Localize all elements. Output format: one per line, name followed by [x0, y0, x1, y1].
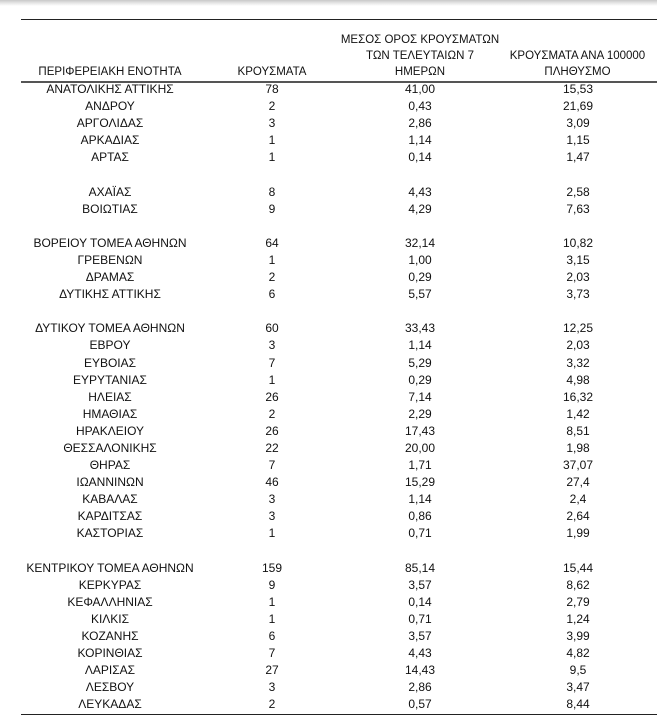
cell-cases: 2: [268, 270, 276, 285]
table-row: [0, 594, 657, 611]
cell-per100k: 2,4: [569, 492, 587, 507]
cell-avg7: 0,71: [408, 526, 432, 541]
cell-avg7: 20,00: [404, 440, 436, 455]
cell-avg7: 33,43: [404, 321, 436, 336]
header-per100k-line2: ΠΛΗΘΥΣΜΟ: [544, 66, 611, 78]
cell-region: ΚΟΡΙΝΘΙΑΣ: [77, 646, 143, 661]
cell-avg7: 32,14: [404, 235, 436, 250]
cell-cases: 159: [261, 560, 283, 575]
cell-avg7: 0,29: [408, 372, 432, 387]
cell-cases: 22: [265, 440, 279, 455]
cell-cases: 6: [268, 287, 276, 302]
cell-per100k: 2,79: [566, 594, 590, 609]
cell-region: ΚΕΡΚΥΡΑΣ: [78, 577, 142, 592]
cell-cases: 8: [268, 184, 276, 199]
cell-cases: 9: [268, 201, 276, 216]
header-avg7-line3: ΗΜΕΡΩΝ: [394, 66, 446, 78]
cell-avg7: 4,43: [408, 184, 432, 199]
cell-avg7: 5,57: [408, 287, 432, 302]
cell-per100k: 3,32: [566, 355, 590, 370]
table-top-rule: [21, 19, 657, 20]
table-row: [0, 662, 657, 679]
cell-region: ΘΗΡΑΣ: [89, 458, 131, 473]
cell-region: ΑΡΤΑΣ: [91, 150, 129, 165]
table-row: [0, 440, 657, 457]
cell-per100k: 8,62: [566, 577, 590, 592]
cell-per100k: 3,47: [566, 680, 590, 695]
table-row: [0, 389, 657, 406]
cell-per100k: 37,07: [562, 458, 594, 473]
cell-cases: 1: [268, 594, 276, 609]
header-region: [20, 64, 200, 80]
cell-cases: 2: [268, 99, 276, 114]
cell-region: ΗΜΑΘΙΑΣ: [82, 406, 138, 421]
cell-cases: 26: [265, 389, 279, 404]
cell-cases: 1: [268, 150, 276, 165]
table-row: [0, 457, 657, 474]
cell-avg7: 0,29: [408, 270, 432, 285]
cell-cases: 7: [268, 355, 276, 370]
cell-per100k: 15,44: [562, 560, 594, 575]
cell-per100k: 27,4: [566, 475, 590, 490]
table-row: [0, 98, 657, 115]
cell-region: ΚΙΛΚΙΣ: [90, 611, 130, 626]
header-region-label: ΠΕΡΙΦΕΡΕΙΑΚΗ ΕΝΟΤΗΤΑ: [38, 66, 182, 78]
cell-region: ΑΝΔΡΟΥ: [85, 99, 135, 114]
cell-per100k: 16,32: [562, 389, 594, 404]
cell-region: ΚΕΦΑΛΛΗΝΙΑΣ: [67, 594, 153, 609]
cell-cases: 9: [268, 577, 276, 592]
cell-per100k: 1,42: [566, 406, 590, 421]
table-bottom-rule: [21, 714, 657, 715]
cell-avg7: 5,29: [408, 355, 432, 370]
cell-region: ΚΑΒΑΛΑΣ: [82, 492, 138, 507]
cell-avg7: 0,43: [408, 99, 432, 114]
cell-region: ΗΛΕΙΑΣ: [88, 389, 132, 404]
cell-cases: 26: [265, 423, 279, 438]
header-avg7: [330, 32, 510, 80]
cell-per100k: 8,51: [566, 423, 590, 438]
cell-cases: 1: [268, 526, 276, 541]
cell-avg7: 4,29: [408, 201, 432, 216]
cell-avg7: 4,43: [408, 646, 432, 661]
cell-per100k: 10,82: [562, 235, 594, 250]
header-avg7-line1: ΜΕΣΟΣ ΟΡΟΣ ΚΡΟΥΣΜΑΤΩΝ: [340, 34, 500, 46]
cell-region: ΘΕΣΣΑΛΟΝΙΚΗΣ: [63, 440, 157, 455]
cell-region: ΚΑΣΤΟΡΙΑΣ: [76, 526, 144, 541]
cell-per100k: 1,15: [566, 133, 590, 148]
cell-avg7: 0,14: [408, 150, 432, 165]
table-row: [0, 577, 657, 594]
cell-avg7: 1,14: [408, 133, 432, 148]
header-per100k: [495, 48, 657, 80]
table-row: [0, 491, 657, 508]
cell-cases: 27: [265, 663, 279, 678]
cell-region: ΑΝΑΤΟΛΙΚΗΣ ΑΤΤΙΚΗΣ: [46, 82, 174, 96]
table-row: [0, 269, 657, 286]
cell-region: ΓΡΕΒΕΝΩΝ: [77, 252, 143, 267]
cell-per100k: 1,47: [566, 150, 590, 165]
table-row: [0, 406, 657, 423]
cell-region: ΗΡΑΚΛΕΙΟΥ: [75, 423, 145, 438]
cell-region: ΒΟΡΕΙΟΥ ΤΟΜΕΑ ΑΘΗΝΩΝ: [33, 235, 187, 250]
table-row: [0, 611, 657, 628]
cell-cases: 1: [268, 252, 276, 267]
cell-avg7: 2,86: [408, 116, 432, 131]
cell-region: ΛΕΣΒΟΥ: [85, 680, 135, 695]
table-row: [0, 184, 657, 201]
table-row: [0, 474, 657, 491]
cell-region: ΛΕΥΚΑΔΑΣ: [78, 697, 142, 712]
cell-region: ΛΑΡΙΣΑΣ: [84, 663, 136, 678]
cell-region: ΔΥΤΙΚΗΣ ΑΤΤΙΚΗΣ: [59, 287, 161, 302]
header-cases: [222, 64, 322, 80]
cell-region: ΑΧΑΪΑΣ: [88, 184, 132, 199]
header-per100k-line1: ΚΡΟΥΣΜΑΤΑ ΑΝΑ 100000: [509, 50, 646, 62]
cell-avg7: 1,71: [408, 458, 432, 473]
cell-avg7: 17,43: [404, 423, 436, 438]
cell-cases: 78: [265, 82, 279, 96]
cell-cases: 6: [268, 629, 276, 643]
group-spacer: [0, 218, 657, 235]
header-avg7-line2: ΤΩΝ ΤΕΛΕΥΤΑΙΩΝ 7: [366, 50, 474, 62]
cell-avg7: 41,00: [404, 82, 436, 96]
cell-region: ΕΥΒΟΙΑΣ: [83, 355, 137, 370]
cell-avg7: 1,14: [408, 338, 432, 353]
cell-per100k: 4,82: [566, 646, 590, 661]
cell-region: ΚΕΝΤΡΙΚΟΥ ΤΟΜΕΑ ΑΘΗΝΩΝ: [26, 560, 194, 575]
cell-avg7: 2,86: [408, 680, 432, 695]
cell-per100k: 1,99: [566, 526, 590, 541]
cell-region: ΒΟΙΩΤΙΑΣ: [82, 201, 138, 216]
table-row: [0, 235, 657, 252]
table-row: [0, 149, 657, 166]
cell-avg7: 0,86: [408, 509, 432, 524]
cell-cases: 3: [268, 492, 276, 507]
cell-per100k: 8,44: [566, 697, 590, 712]
cell-avg7: 1,14: [408, 492, 432, 507]
cell-per100k: 1,24: [566, 611, 590, 626]
table-row: [0, 201, 657, 218]
cell-avg7: 1,00: [408, 252, 432, 267]
cell-region: ΕΥΡΥΤΑΝΙΑΣ: [73, 372, 147, 387]
table-row: [0, 679, 657, 696]
cell-avg7: 0,57: [408, 697, 432, 712]
cell-per100k: 12,25: [562, 321, 594, 336]
cell-cases: 64: [265, 235, 279, 250]
table-body: [0, 81, 657, 713]
cell-cases: 7: [268, 646, 276, 661]
table-row: [0, 320, 657, 337]
cell-per100k: 3,73: [566, 287, 590, 302]
cell-per100k: 21,69: [562, 99, 594, 114]
cell-per100k: 2,03: [566, 270, 590, 285]
table-row: [0, 337, 657, 354]
cell-cases: 7: [268, 458, 276, 473]
cell-cases: 2: [268, 406, 276, 421]
cell-region: ΕΒΡΟΥ: [89, 338, 131, 353]
group-spacer: [0, 303, 657, 320]
cell-avg7: 0,14: [408, 594, 432, 609]
group-spacer: [0, 543, 657, 560]
cell-region: ΙΩΑΝΝΙΝΩΝ: [76, 475, 144, 490]
table-row: [0, 560, 657, 577]
cell-per100k: 3,99: [566, 629, 590, 643]
table-row: [0, 645, 657, 662]
cell-avg7: 2,29: [408, 406, 432, 421]
cell-per100k: 3,09: [566, 116, 590, 131]
table-row: [0, 423, 657, 440]
table-row: [0, 81, 657, 98]
cell-per100k: 1,98: [566, 440, 590, 455]
cell-per100k: 15,53: [562, 82, 594, 96]
cell-region: ΚΟΖΑΝΗΣ: [81, 629, 139, 643]
table-row: [0, 372, 657, 389]
cell-cases: 60: [265, 321, 279, 336]
cell-avg7: 3,57: [408, 577, 432, 592]
table-header: [0, 30, 657, 80]
cell-cases: 2: [268, 697, 276, 712]
table-row: [0, 355, 657, 372]
cell-avg7: 14,43: [404, 663, 436, 678]
table-row: [0, 628, 657, 645]
table-row: [0, 115, 657, 132]
table-row: [0, 696, 657, 713]
cell-avg7: 0,71: [408, 611, 432, 626]
cell-region: ΔΡΑΜΑΣ: [85, 270, 135, 285]
cell-per100k: 3,15: [566, 252, 590, 267]
header-cases-label: ΚΡΟΥΣΜΑΤΑ: [237, 66, 307, 78]
cell-per100k: 7,63: [566, 201, 590, 216]
cell-per100k: 2,03: [566, 338, 590, 353]
cell-per100k: 2,64: [566, 509, 590, 524]
table-row: [0, 508, 657, 525]
cell-region: ΑΡΓΟΛΙΔΑΣ: [76, 116, 144, 131]
cell-avg7: 7,14: [408, 389, 432, 404]
cell-cases: 1: [268, 133, 276, 148]
cell-cases: 1: [268, 611, 276, 626]
table-row: [0, 286, 657, 303]
cell-per100k: 2,58: [566, 184, 590, 199]
cell-avg7: 15,29: [404, 475, 436, 490]
cell-cases: 1: [268, 372, 276, 387]
cell-avg7: 85,14: [404, 560, 436, 575]
table-row: [0, 252, 657, 269]
cell-per100k: 9,5: [569, 663, 587, 678]
cell-per100k: 4,98: [566, 372, 590, 387]
cell-region: ΔΥΤΙΚΟΥ ΤΟΜΕΑ ΑΘΗΝΩΝ: [35, 321, 185, 336]
table-row: [0, 525, 657, 542]
cell-region: ΑΡΚΑΔΙΑΣ: [80, 133, 140, 148]
cell-cases: 3: [268, 509, 276, 524]
cell-cases: 3: [268, 116, 276, 131]
cell-region: ΚΑΡΔΙΤΣΑΣ: [77, 509, 143, 524]
cell-cases: 46: [265, 475, 279, 490]
cell-cases: 3: [268, 680, 276, 695]
page-top-shadow: [0, 0, 657, 6]
group-spacer: [0, 166, 657, 183]
cell-avg7: 3,57: [408, 629, 432, 643]
cell-cases: 3: [268, 338, 276, 353]
table-row: [0, 132, 657, 149]
